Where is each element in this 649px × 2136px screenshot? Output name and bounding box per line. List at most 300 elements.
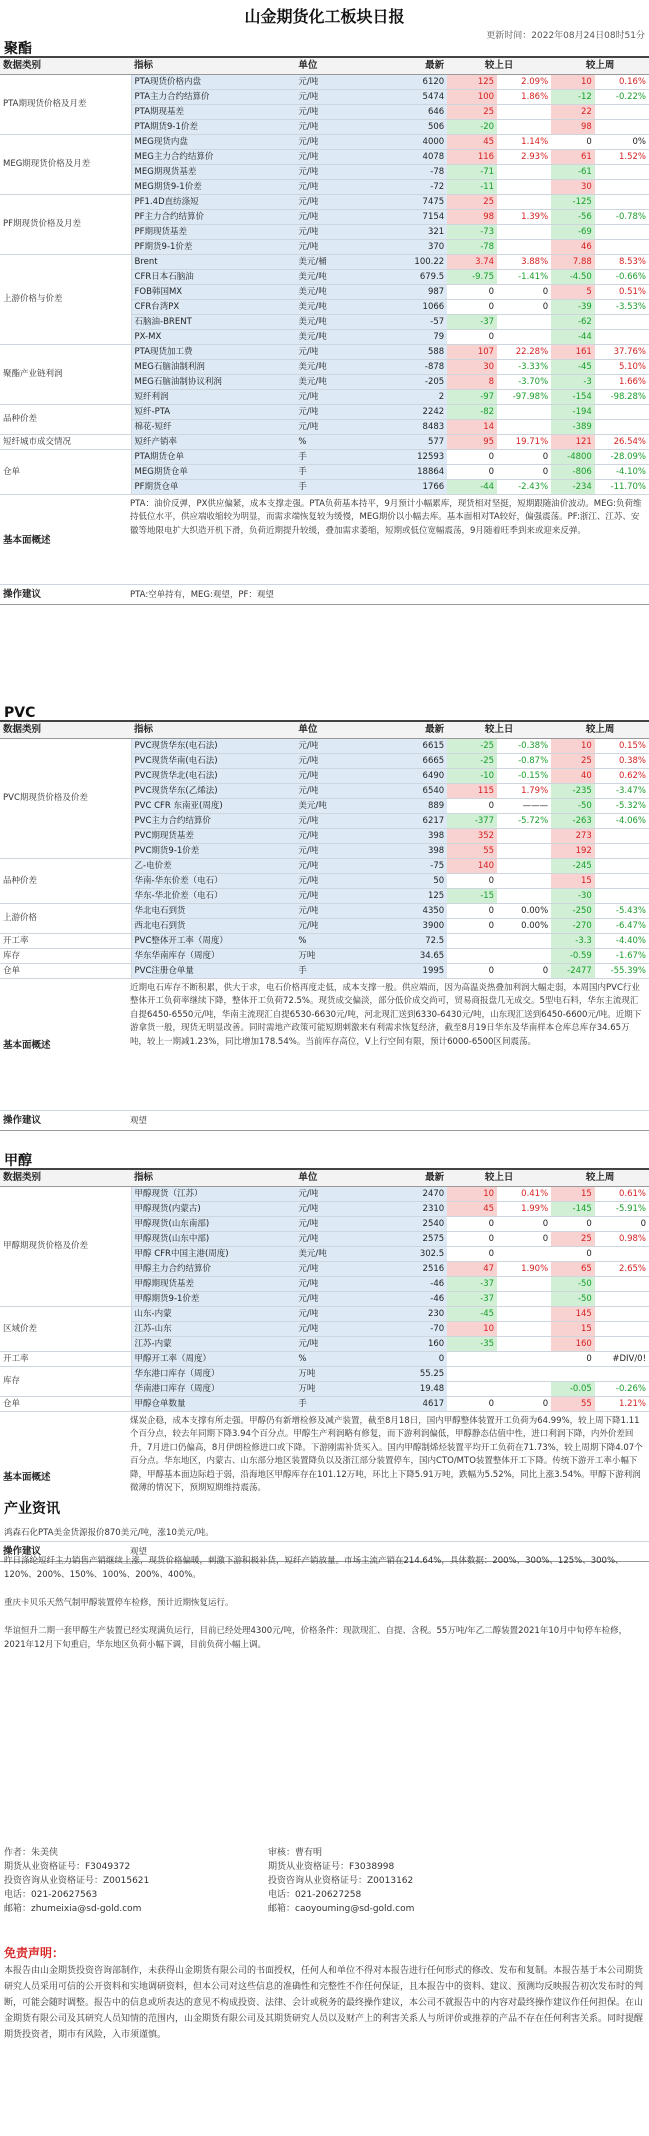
week-change-pct xyxy=(595,1246,649,1261)
day-change: -73 xyxy=(447,224,497,239)
week-change-pct: -4.40% xyxy=(595,933,649,948)
indicator-name: 华北电石到货 xyxy=(131,903,295,918)
category-label: 上游价格 xyxy=(0,903,131,933)
indicator-name: PTA主力合约结算价 xyxy=(131,89,295,104)
week-change: -50 xyxy=(551,1276,595,1291)
latest-value: 12593 xyxy=(366,449,447,464)
indicator-name: 华东港口库存（周度） xyxy=(131,1366,295,1381)
latest-value: 160 xyxy=(366,1336,447,1351)
latest-value: 6490 xyxy=(366,768,447,783)
latest-value: 679.5 xyxy=(366,269,447,284)
indicator-name: PTA期货9-1价差 xyxy=(131,119,295,134)
week-change: 22 xyxy=(551,104,595,119)
day-change-pct: 22.28% xyxy=(497,344,551,359)
day-change: -15 xyxy=(447,888,497,903)
unit-cell: 元/吨 xyxy=(295,918,366,933)
day-change: -45 xyxy=(447,1306,497,1321)
header-row xyxy=(0,1170,649,1186)
week-change xyxy=(551,1366,595,1381)
day-change xyxy=(447,1351,497,1366)
indicator-name: PTA现货价格内盘 xyxy=(131,74,295,89)
summary-label: 基本面概述 xyxy=(3,535,51,546)
col-header-latest: 最新 xyxy=(366,722,447,738)
week-change-pct xyxy=(595,194,649,209)
week-change-pct: 5.10% xyxy=(595,359,649,374)
week-change: 5 xyxy=(551,284,595,299)
week-change-pct: -5.43% xyxy=(595,903,649,918)
indicator-name: PVC主力合约结算价 xyxy=(131,813,295,828)
week-change: -0.05 xyxy=(551,1381,595,1396)
day-change: 115 xyxy=(447,783,497,798)
week-change: 0 xyxy=(551,1351,595,1366)
day-change: -11 xyxy=(447,179,497,194)
section-title: PVC xyxy=(0,704,649,722)
indicator-name: 短纤-PTA xyxy=(131,404,295,419)
unit-cell: 元/吨 xyxy=(295,828,366,843)
author-line: 审核：曹有明 xyxy=(268,1848,323,1858)
day-change-pct: -97.98% xyxy=(497,389,551,404)
news-item: 华谊恒升二期一套甲醇生产装置已经实现满负运行，目前已经处理4300元/吨，价格条件：现款现汇、自提、含税。55万吨/年乙二醇装置2021年10月中旬停车检修，2021年12月下旬重启，华东地区负荷小幅下调，目前负荷小幅上调。 xyxy=(4,1626,628,1650)
unit-cell: 元/吨 xyxy=(295,134,366,149)
col-header-week: 较上周 xyxy=(551,1170,649,1186)
week-change-pct xyxy=(595,224,649,239)
day-change-pct xyxy=(497,1306,551,1321)
unit-cell: 元/吨 xyxy=(295,119,366,134)
author-line: 电话：021-20627258 xyxy=(268,1890,362,1900)
day-change-pct: 0 xyxy=(497,284,551,299)
unit-cell: 美元/吨 xyxy=(295,314,366,329)
day-change: 45 xyxy=(447,1201,497,1216)
day-change: -25 xyxy=(447,753,497,768)
latest-value: 34.65 xyxy=(366,948,447,963)
day-change-pct xyxy=(497,873,551,888)
page-title: 山金期货化工板块日报 xyxy=(244,7,405,26)
col-header-unit: 单位 xyxy=(295,722,366,738)
latest-value: 8483 xyxy=(366,419,447,434)
author-line: 邮箱：caoyouming@sd-gold.com xyxy=(268,1904,415,1914)
week-change-pct xyxy=(595,828,649,843)
week-change: -4800 xyxy=(551,449,595,464)
update-time: 更新时间：2022年08月24日08时51分 xyxy=(486,31,645,41)
week-change: 55 xyxy=(551,1396,595,1411)
week-change-pct xyxy=(595,888,649,903)
day-change-pct xyxy=(497,194,551,209)
unit-cell: 元/吨 xyxy=(295,1201,366,1216)
day-change: 10 xyxy=(447,1186,497,1201)
week-change-pct xyxy=(595,404,649,419)
day-change: 0 xyxy=(447,299,497,314)
day-change: 352 xyxy=(447,828,497,843)
week-change: 192 xyxy=(551,843,595,858)
latest-value: 4078 xyxy=(366,149,447,164)
latest-value: 398 xyxy=(366,828,447,843)
unit-cell: 元/吨 xyxy=(295,1276,366,1291)
day-change: -20 xyxy=(447,119,497,134)
week-change-pct xyxy=(595,329,649,344)
unit-cell: 美元/吨 xyxy=(295,299,366,314)
week-change-pct: 0.62% xyxy=(595,768,649,783)
week-change-pct: -0.22% xyxy=(595,89,649,104)
day-change: -71 xyxy=(447,164,497,179)
latest-value: 100.22 xyxy=(366,254,447,269)
unit-cell: 美元/吨 xyxy=(295,1246,366,1261)
week-change: 161 xyxy=(551,344,595,359)
week-change-pct: 1.52% xyxy=(595,149,649,164)
author-line: 投资咨询从业资格证号：Z0013162 xyxy=(268,1876,414,1886)
unit-cell: 元/吨 xyxy=(295,873,366,888)
week-change-pct: 0.61% xyxy=(595,1186,649,1201)
week-change-pct: 0.98% xyxy=(595,1231,649,1246)
week-change: -62 xyxy=(551,314,595,329)
day-change: -10 xyxy=(447,768,497,783)
indicator-name: 甲醇开工率（周度） xyxy=(131,1351,295,1366)
unit-cell: 美元/桶 xyxy=(295,254,366,269)
week-change: -245 xyxy=(551,858,595,873)
table-row xyxy=(0,254,649,269)
day-change-pct xyxy=(497,1291,551,1306)
week-change: 10 xyxy=(551,74,595,89)
summary-text: 近期电石库存不断积累，供大于求，电石价格再度走低，成本支撑一般。供应端而，因为高温炎热叠加利润大幅走弱，本周国内PVC行业整体开工负荷率继续下降，整体开工负荷72.5%。现货成交偏淡，部分低价成交尚可，贸易商报盘几无成交。5型电石料，华东主流现汇自提6450-6550元/吨，华南主流现汇自提6530-6630元/吨，河北现汇送到6330-6430元/吨，山东现汇送到6450-6600元/吨。近期下游拿货一般，现货无明显改善。同时需地产政策可能短期刺激来有利需求恢复经济，截至8月19日华东及华南样本仓库总库存34.65万吨，较上一期减1.23%，同比增加178.54%。当前库存高位，V上行空间有限，预计6000-6500区间震荡。 xyxy=(130,982,642,1047)
week-change: -39 xyxy=(551,299,595,314)
day-change: 0 xyxy=(447,1216,497,1231)
indicator-name: 短纤利润 xyxy=(131,389,295,404)
latest-value: 6540 xyxy=(366,783,447,798)
col-header-ind: 指标 xyxy=(131,722,295,738)
col-header-latest: 最新 xyxy=(366,58,447,74)
section-title: 聚酯 xyxy=(0,40,649,58)
section-pta xyxy=(0,40,649,605)
day-change-pct: 0 xyxy=(497,299,551,314)
col-header-unit: 单位 xyxy=(295,58,366,74)
category-label: 开工率 xyxy=(0,933,131,948)
day-change-pct xyxy=(497,314,551,329)
table-row xyxy=(0,1186,649,1201)
indicator-name: PVC期货9-1价差 xyxy=(131,843,295,858)
unit-cell: 万吨 xyxy=(295,1381,366,1396)
day-change-pct: -3.33% xyxy=(497,359,551,374)
day-change-pct xyxy=(497,164,551,179)
unit-cell: 元/吨 xyxy=(295,179,366,194)
indicator-name: 华东华南库存（周度） xyxy=(131,948,295,963)
indicator-name: 甲醇现货(山东南部) xyxy=(131,1216,295,1231)
indicator-name: CFR台湾PX xyxy=(131,299,295,314)
week-change-pct: 1.21% xyxy=(595,1396,649,1411)
latest-value: -205 xyxy=(366,374,447,389)
week-change: -194 xyxy=(551,404,595,419)
data-table xyxy=(0,722,649,979)
table-row xyxy=(0,344,649,359)
day-change: 0 xyxy=(447,1231,497,1246)
week-change-pct: -4.10% xyxy=(595,464,649,479)
category-label: 仓单 xyxy=(0,1396,131,1411)
latest-value: 370 xyxy=(366,239,447,254)
week-change: 15 xyxy=(551,873,595,888)
op-label: 操作建议 xyxy=(3,1114,42,1126)
week-change: -56 xyxy=(551,209,595,224)
news-item: 昨日涤纶短纤主力销售产销继续上涨，现货价格偏暖，刺激下游积极补货，短纤产销放量。市场主流产销在214.64%，具体数据：200%、300%、125%、300%、120%、200%、150%、100%、200%、400%。 xyxy=(4,1556,624,1580)
unit-cell: 元/吨 xyxy=(295,813,366,828)
week-change: -154 xyxy=(551,389,595,404)
day-change: 45 xyxy=(447,134,497,149)
week-change-pct: -0.26% xyxy=(595,1381,649,1396)
author-line: 期货从业资格证号：F3038998 xyxy=(268,1862,395,1872)
latest-value: 3900 xyxy=(366,918,447,933)
indicator-name: PVC整体开工率（周度） xyxy=(131,933,295,948)
day-change-pct xyxy=(497,179,551,194)
latest-value: 18864 xyxy=(366,464,447,479)
category-label: MEG期现货价格及月差 xyxy=(0,134,131,194)
indicator-name: 甲醇主力合约结算价 xyxy=(131,1261,295,1276)
latest-value: -72 xyxy=(366,179,447,194)
author-line: 期货从业资格证号：F3049372 xyxy=(4,1862,131,1872)
indicator-name: PVC现货华东(乙烯法) xyxy=(131,783,295,798)
day-change-pct: ——— xyxy=(497,798,551,813)
indicator-name: MEG期货9-1价差 xyxy=(131,179,295,194)
author-line: 电话：021-20627563 xyxy=(4,1890,98,1900)
category-label: 区域价差 xyxy=(0,1306,131,1351)
week-change-pct xyxy=(595,119,649,134)
week-change-pct: -11.70% xyxy=(595,479,649,494)
author-line: 邮箱：zhumeixia@sd-gold.com xyxy=(4,1904,142,1914)
latest-value: 2540 xyxy=(366,1216,447,1231)
fundamentals-summary xyxy=(0,495,649,585)
latest-value: 230 xyxy=(366,1306,447,1321)
week-change-pct: 0.16% xyxy=(595,74,649,89)
day-change: -25 xyxy=(447,738,497,753)
week-change-pct: -3.47% xyxy=(595,783,649,798)
category-label: 库存 xyxy=(0,1366,131,1396)
week-change-pct xyxy=(595,104,649,119)
indicator-name: MEG石脑油制利润 xyxy=(131,359,295,374)
day-change-pct: -5.72% xyxy=(497,813,551,828)
week-change: -145 xyxy=(551,1201,595,1216)
latest-value: 7475 xyxy=(366,194,447,209)
unit-cell: 元/吨 xyxy=(295,389,366,404)
indicator-name: MEG期现货基差 xyxy=(131,164,295,179)
indicator-name: PF主力合约结算价 xyxy=(131,209,295,224)
col-header-cat: 数据类别 xyxy=(0,58,131,74)
day-change: 0 xyxy=(447,1246,497,1261)
day-change-pct: 1.39% xyxy=(497,209,551,224)
latest-value: 302.5 xyxy=(366,1246,447,1261)
industry-news xyxy=(0,1500,649,1666)
day-change: 0 xyxy=(447,918,497,933)
indicator-name: MEG主力合约结算价 xyxy=(131,149,295,164)
unit-cell: 元/吨 xyxy=(295,738,366,753)
day-change: -35 xyxy=(447,1336,497,1351)
day-change-pct xyxy=(497,329,551,344)
week-change: -235 xyxy=(551,783,595,798)
week-change-pct: 26.54% xyxy=(595,434,649,449)
week-change: -12 xyxy=(551,89,595,104)
operation-advice xyxy=(0,1111,649,1131)
week-change-pct: 0.15% xyxy=(595,738,649,753)
indicator-name: PVC期现货基差 xyxy=(131,828,295,843)
latest-value: 19.48 xyxy=(366,1381,447,1396)
latest-value: 0 xyxy=(366,1351,447,1366)
disclaimer-body: 本报告由山金期货投资咨询部制作，未获得山金期货有限公司的书面授权，任何人和单位不得对本报告进行任何形式的修改、发布和复制。本报告基于本公司期货研究人员采用可信的公开资料和实地调研资料，但本公司对这些信息的准确性和完整性不作任何保证，且本报告中的资料、建议、预测均反映报告初次发布时的判断，可能会随时调整。报告中的信息或所表达的意见不构成投资、法律、会计或税务的最终操作建议，本公司不就报告中的内容对最终操作建议作任何担保。在山金期货有限公司及其研究人员知情的范围内，山金期货有限公司及其期货研究人员以及财产上的利害关系人与所评价或推荐的产品不存在任何利害关系。同时提醒期货投资者，期市有风险，入市须谨慎。 xyxy=(4,1966,644,2040)
day-change: -37 xyxy=(447,1276,497,1291)
indicator-name: PF期货仓单 xyxy=(131,479,295,494)
table-row xyxy=(0,74,649,89)
indicator-name: PTA现货加工费 xyxy=(131,344,295,359)
latest-value: 79 xyxy=(366,329,447,344)
news-item: 重庆卡贝乐天然气制甲醇装置停车检修，预计近期恢复运行。 xyxy=(4,1598,234,1608)
col-header-week: 较上周 xyxy=(551,722,649,738)
fundamentals-summary xyxy=(0,979,649,1111)
week-change: 7.88 xyxy=(551,254,595,269)
day-change: 14 xyxy=(447,419,497,434)
table-row xyxy=(0,1396,649,1411)
latest-value: 2310 xyxy=(366,1201,447,1216)
op-text: 观望 xyxy=(130,1115,148,1126)
week-change: -3 xyxy=(551,374,595,389)
unit-cell: 元/吨 xyxy=(295,149,366,164)
day-change xyxy=(447,1366,497,1381)
category-label: 聚酯产业链利润 xyxy=(0,344,131,404)
week-change-pct: -98.28% xyxy=(595,389,649,404)
latest-value: -78 xyxy=(366,164,447,179)
week-change: 10 xyxy=(551,738,595,753)
unit-cell: 美元/吨 xyxy=(295,269,366,284)
day-change xyxy=(447,948,497,963)
category-label: 仓单 xyxy=(0,963,131,978)
week-change: 25 xyxy=(551,753,595,768)
day-change-pct: 19.71% xyxy=(497,434,551,449)
unit-cell: 元/吨 xyxy=(295,344,366,359)
unit-cell: 元/吨 xyxy=(295,1186,366,1201)
week-change-pct: 8.53% xyxy=(595,254,649,269)
unit-cell: 美元/吨 xyxy=(295,359,366,374)
indicator-name: 乙-电价差 xyxy=(131,858,295,873)
disclaimer-title: 免责声明： xyxy=(4,1946,65,1960)
day-change-pct xyxy=(497,933,551,948)
indicator-name: CFR日本石脑油 xyxy=(131,269,295,284)
week-change-pct xyxy=(595,1306,649,1321)
unit-cell: 元/吨 xyxy=(295,239,366,254)
indicator-name: 江苏-山东 xyxy=(131,1321,295,1336)
day-change-pct xyxy=(497,1276,551,1291)
week-change-pct xyxy=(595,1336,649,1351)
week-change-pct: 0.51% xyxy=(595,284,649,299)
week-change-pct: -5.32% xyxy=(595,798,649,813)
week-change-pct: -3.53% xyxy=(595,299,649,314)
indicator-name: PTA期现基差 xyxy=(131,104,295,119)
table-row xyxy=(0,434,649,449)
week-change-pct: -0.66% xyxy=(595,269,649,284)
latest-value: 72.5 xyxy=(366,933,447,948)
category-label: PF期现货价格及月差 xyxy=(0,194,131,254)
day-change-pct: 3.88% xyxy=(497,254,551,269)
indicator-name: 甲醇仓单数量 xyxy=(131,1396,295,1411)
day-change: 107 xyxy=(447,344,497,359)
unit-cell: 元/吨 xyxy=(295,74,366,89)
summary-label: 基本面概述 xyxy=(3,1040,51,1051)
latest-value: 6120 xyxy=(366,74,447,89)
day-change: 3.74 xyxy=(447,254,497,269)
day-change-pct: 2.09% xyxy=(497,74,551,89)
week-change: 25 xyxy=(551,1231,595,1246)
week-change-pct: -1.67% xyxy=(595,948,649,963)
week-change-pct xyxy=(595,1276,649,1291)
day-change xyxy=(447,1381,497,1396)
week-change: -69 xyxy=(551,224,595,239)
table-row xyxy=(0,404,649,419)
day-change: -37 xyxy=(447,1291,497,1306)
indicator-name: 短纤产销率 xyxy=(131,434,295,449)
day-change: 98 xyxy=(447,209,497,224)
latest-value: 577 xyxy=(366,434,447,449)
week-change-pct: -5.91% xyxy=(595,1201,649,1216)
unit-cell: 元/吨 xyxy=(295,104,366,119)
day-change-pct: -0.87% xyxy=(497,753,551,768)
day-change: 30 xyxy=(447,359,497,374)
day-change-pct: 0 xyxy=(497,464,551,479)
week-change: -250 xyxy=(551,903,595,918)
indicator-name: PX-MX xyxy=(131,329,295,344)
day-change: 116 xyxy=(447,149,497,164)
author-right xyxy=(268,1846,528,1916)
unit-cell: 元/吨 xyxy=(295,1321,366,1336)
unit-cell: 元/吨 xyxy=(295,419,366,434)
latest-value: 1066 xyxy=(366,299,447,314)
week-change: -806 xyxy=(551,464,595,479)
week-change: 145 xyxy=(551,1306,595,1321)
table-row xyxy=(0,963,649,978)
week-change: -263 xyxy=(551,813,595,828)
week-change: -3.3 xyxy=(551,933,595,948)
latest-value: 321 xyxy=(366,224,447,239)
week-change-pct xyxy=(595,1291,649,1306)
week-change-pct xyxy=(595,419,649,434)
week-change-pct: 0.38% xyxy=(595,753,649,768)
category-label: 库存 xyxy=(0,948,131,963)
unit-cell: 元/吨 xyxy=(295,404,366,419)
day-change-pct: -3.70% xyxy=(497,374,551,389)
col-header-week: 较上周 xyxy=(551,58,649,74)
week-change: 65 xyxy=(551,1261,595,1276)
author-line: 作者：朱美侠 xyxy=(4,1848,59,1858)
col-header-cat: 数据类别 xyxy=(0,1170,131,1186)
day-change-pct xyxy=(497,104,551,119)
unit-cell: % xyxy=(295,933,366,948)
unit-cell: 元/吨 xyxy=(295,1336,366,1351)
section-title: 甲醇 xyxy=(0,1152,649,1170)
table-row xyxy=(0,1306,649,1321)
day-change-pct: 0 xyxy=(497,1216,551,1231)
unit-cell: 美元/吨 xyxy=(295,284,366,299)
summary-text: 煤炭企稳，成本支撑有所走强。甲醇仍有新增检修及减产装置，截至8月18日，国内甲醇整体装置开工负荷为64.99%，较上周下降1.11个百分点，较去年同期下降3.94个百分点。甲醇生产利润略有修复，而下游利润偏低，甲醇静态估值中性，进口利润下降，内外价差回升，7月进口仍偏高，8月伊朗检修进口或下降。下游刚需补货买入。国内甲醇制烯烃装置平均开工负荷在71.73%，较上周期下降4.07个百分点。华东地区，内蒙古、山东部分地区装置降负以及浙江部分装置停车，国内CTO/MTO装置整体开工下降。传统下游开工率小幅下降，甲醇基本面边际趋于弱，沿海地区甲醇库存在101.12万吨，环比上下降5.91万吨，跌幅为5.52%，同比上涨3.54%。甲醇下游利润微薄的情况下，预期短期维持震荡。 xyxy=(130,1415,643,1493)
unit-cell: 手 xyxy=(295,479,366,494)
latest-value: 2575 xyxy=(366,1231,447,1246)
category-label: 开工率 xyxy=(0,1351,131,1366)
latest-value: 4000 xyxy=(366,134,447,149)
unit-cell: 元/吨 xyxy=(295,858,366,873)
indicator-name: 华东-华北价差（电石） xyxy=(131,888,295,903)
author-line: 投资咨询从业资格证号：Z0015621 xyxy=(4,1876,150,1886)
day-change: 0 xyxy=(447,329,497,344)
week-change: -389 xyxy=(551,419,595,434)
latest-value: 4350 xyxy=(366,903,447,918)
latest-value: 125 xyxy=(366,888,447,903)
indicator-name: 甲醇现货(山东中部) xyxy=(131,1231,295,1246)
day-change: -97 xyxy=(447,389,497,404)
operation-advice xyxy=(0,585,649,605)
indicator-name: PVC现货华东(电石法) xyxy=(131,738,295,753)
unit-cell: 元/吨 xyxy=(295,1216,366,1231)
week-change-pct xyxy=(595,164,649,179)
day-change xyxy=(447,933,497,948)
